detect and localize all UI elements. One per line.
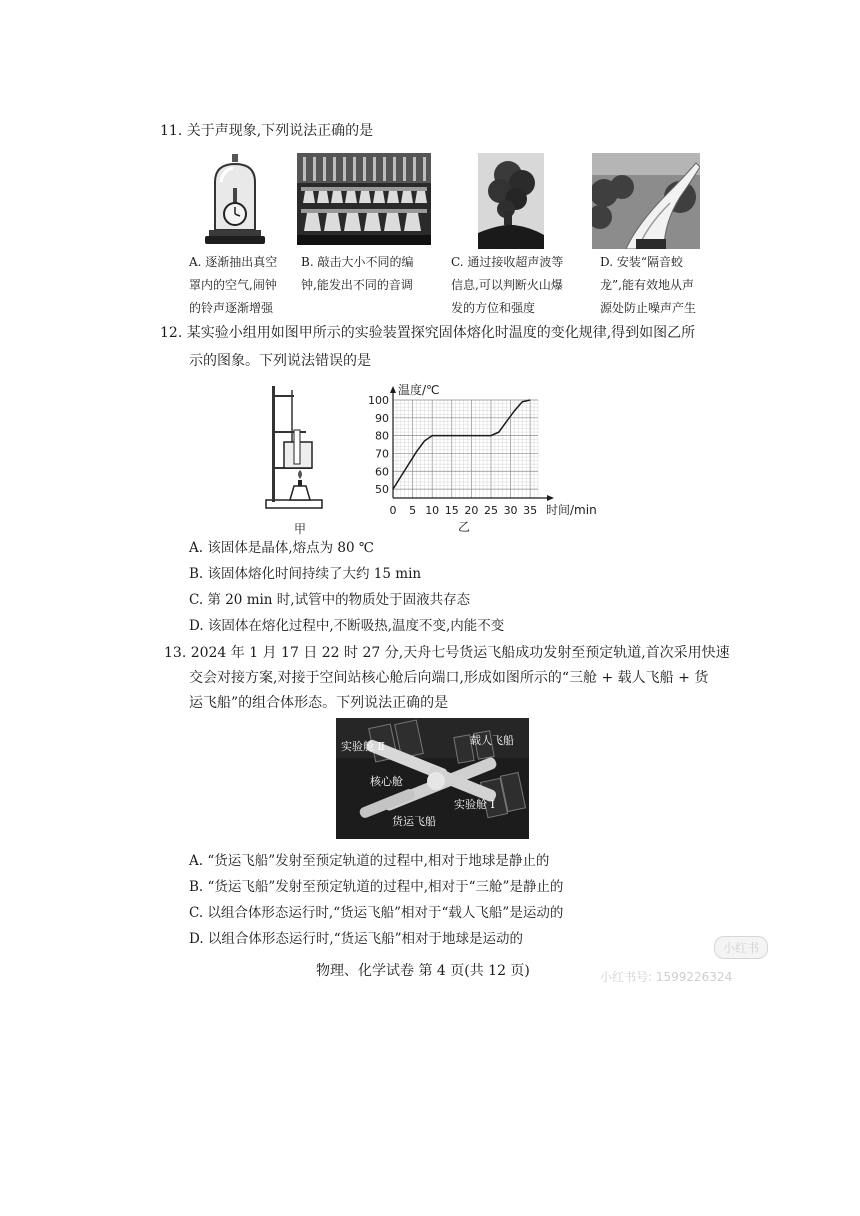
x-tick-label: 0 <box>389 504 397 517</box>
q12-option-b: B. 该固体熔化时间持续了大约 15 min <box>189 566 422 582</box>
y-tick-label: 50 <box>375 483 389 497</box>
y-axis-label: 温度/℃ <box>398 383 440 397</box>
y-tick-label: 100 <box>368 394 389 407</box>
q11-option-a: A. 逐渐抽出真空 罩内的空气,闹钟 的铃声逐渐增强 <box>189 255 278 315</box>
watermark-id: 小红书号: 1599226324 <box>600 970 733 984</box>
x-tick-label: 5 <box>409 504 417 517</box>
y-tick-label: 80 <box>375 429 389 443</box>
x-tick-label: 25 <box>483 504 498 517</box>
x-axis-arrow <box>547 495 554 501</box>
x-tick-label: 30 <box>503 504 518 517</box>
q11-option-c: C. 通过接收超声波等 信息,可以判断火山爆 发的方位和强度 <box>451 255 564 315</box>
y-tick-label: 70 <box>375 447 389 461</box>
q13-stem-line3: 运飞船”的组合体形态。下列说法正确的是 <box>189 695 449 711</box>
y-tick-label: 60 <box>375 465 389 479</box>
x-tick-label: 10 <box>425 504 440 517</box>
q12-option-c: C. 第 20 min 时,试管中的物质处于固液共存态 <box>189 592 471 608</box>
space-station-photo <box>336 718 529 839</box>
q12-option-d: D. 该固体在熔化过程中,不断吸热,温度不变,内能不变 <box>189 618 505 634</box>
q12-option-a: A. 该固体是晶体,熔点为 80 ℃ <box>189 540 374 556</box>
y-tick-label: 90 <box>375 411 389 425</box>
heating-apparatus-figure <box>258 382 330 512</box>
q12-stem-line2: 示的图象。下列说法错误的是 <box>189 353 371 369</box>
q13-option-b: B. “货运飞船”发射至预定轨道的过程中,相对于“三舱”是静止的 <box>189 879 564 895</box>
x-axis-label: 时间/min <box>546 503 597 517</box>
q13-stem-line1: 13. 2024 年 1 月 17 日 22 时 27 分,天舟七号货运飞船成功发射至预定轨道,首次采用快速 <box>164 645 730 661</box>
q11-stem: 11. 关于声现象,下列说法正确的是 <box>160 123 374 139</box>
melting-curve-chart <box>360 378 610 526</box>
x-tick-label: 35 <box>523 504 538 517</box>
q11-option-d: D. 安装“隔音蛟 龙”,能有效地从声 源处防止噪声产生 <box>600 255 697 315</box>
label-lab-module-1: 实验舱 Ⅰ <box>454 798 495 811</box>
label-cargo-spacecraft: 货运飞船 <box>392 815 436 828</box>
temperature-curve <box>393 400 530 489</box>
bell-jar-photo <box>203 152 267 248</box>
watermark-logo: 小红书 <box>714 936 768 959</box>
q13-stem-line2: 交会对接方案,对接于空间站核心舱后向端口,形成如图所示的“三舱 + 载人飞船 + 货 <box>189 670 709 686</box>
figure-label-jia: 甲 <box>294 522 307 536</box>
volcano-photo <box>478 153 544 249</box>
q11-option-b: B. 敲击大小不同的编 钟,能发出不同的音调 <box>301 255 414 292</box>
x-tick-label: 20 <box>464 504 479 517</box>
y-axis-arrow <box>390 386 396 393</box>
q13-option-d: D. 以组合体形态运行时,“货运飞船”相对于地球是运动的 <box>189 931 524 947</box>
q13-option-a: A. “货运飞船”发射至预定轨道的过程中,相对于地球是静止的 <box>189 853 550 869</box>
figure-label-yi: 乙 <box>458 520 471 534</box>
x-tick-label: 15 <box>444 504 459 517</box>
label-lab-module-2: 实验舱 Ⅱ <box>341 740 385 753</box>
label-crewed-spacecraft: 载人飞船 <box>470 734 514 747</box>
noise-barrier-photo <box>592 153 700 249</box>
label-core-module: 核心舱 <box>370 775 403 788</box>
page-footer: 物理、化学试卷 第 4 页(共 12 页) <box>316 963 530 979</box>
q12-stem-line1: 12. 某实验小组用如图甲所示的实验装置探究固体熔化时温度的变化规律,得到如图乙所 <box>160 325 696 341</box>
chime-bells-photo <box>297 153 431 245</box>
q13-option-c: C. 以组合体形态运行时,“货运飞船”相对于“载人飞船”是运动的 <box>189 905 564 921</box>
